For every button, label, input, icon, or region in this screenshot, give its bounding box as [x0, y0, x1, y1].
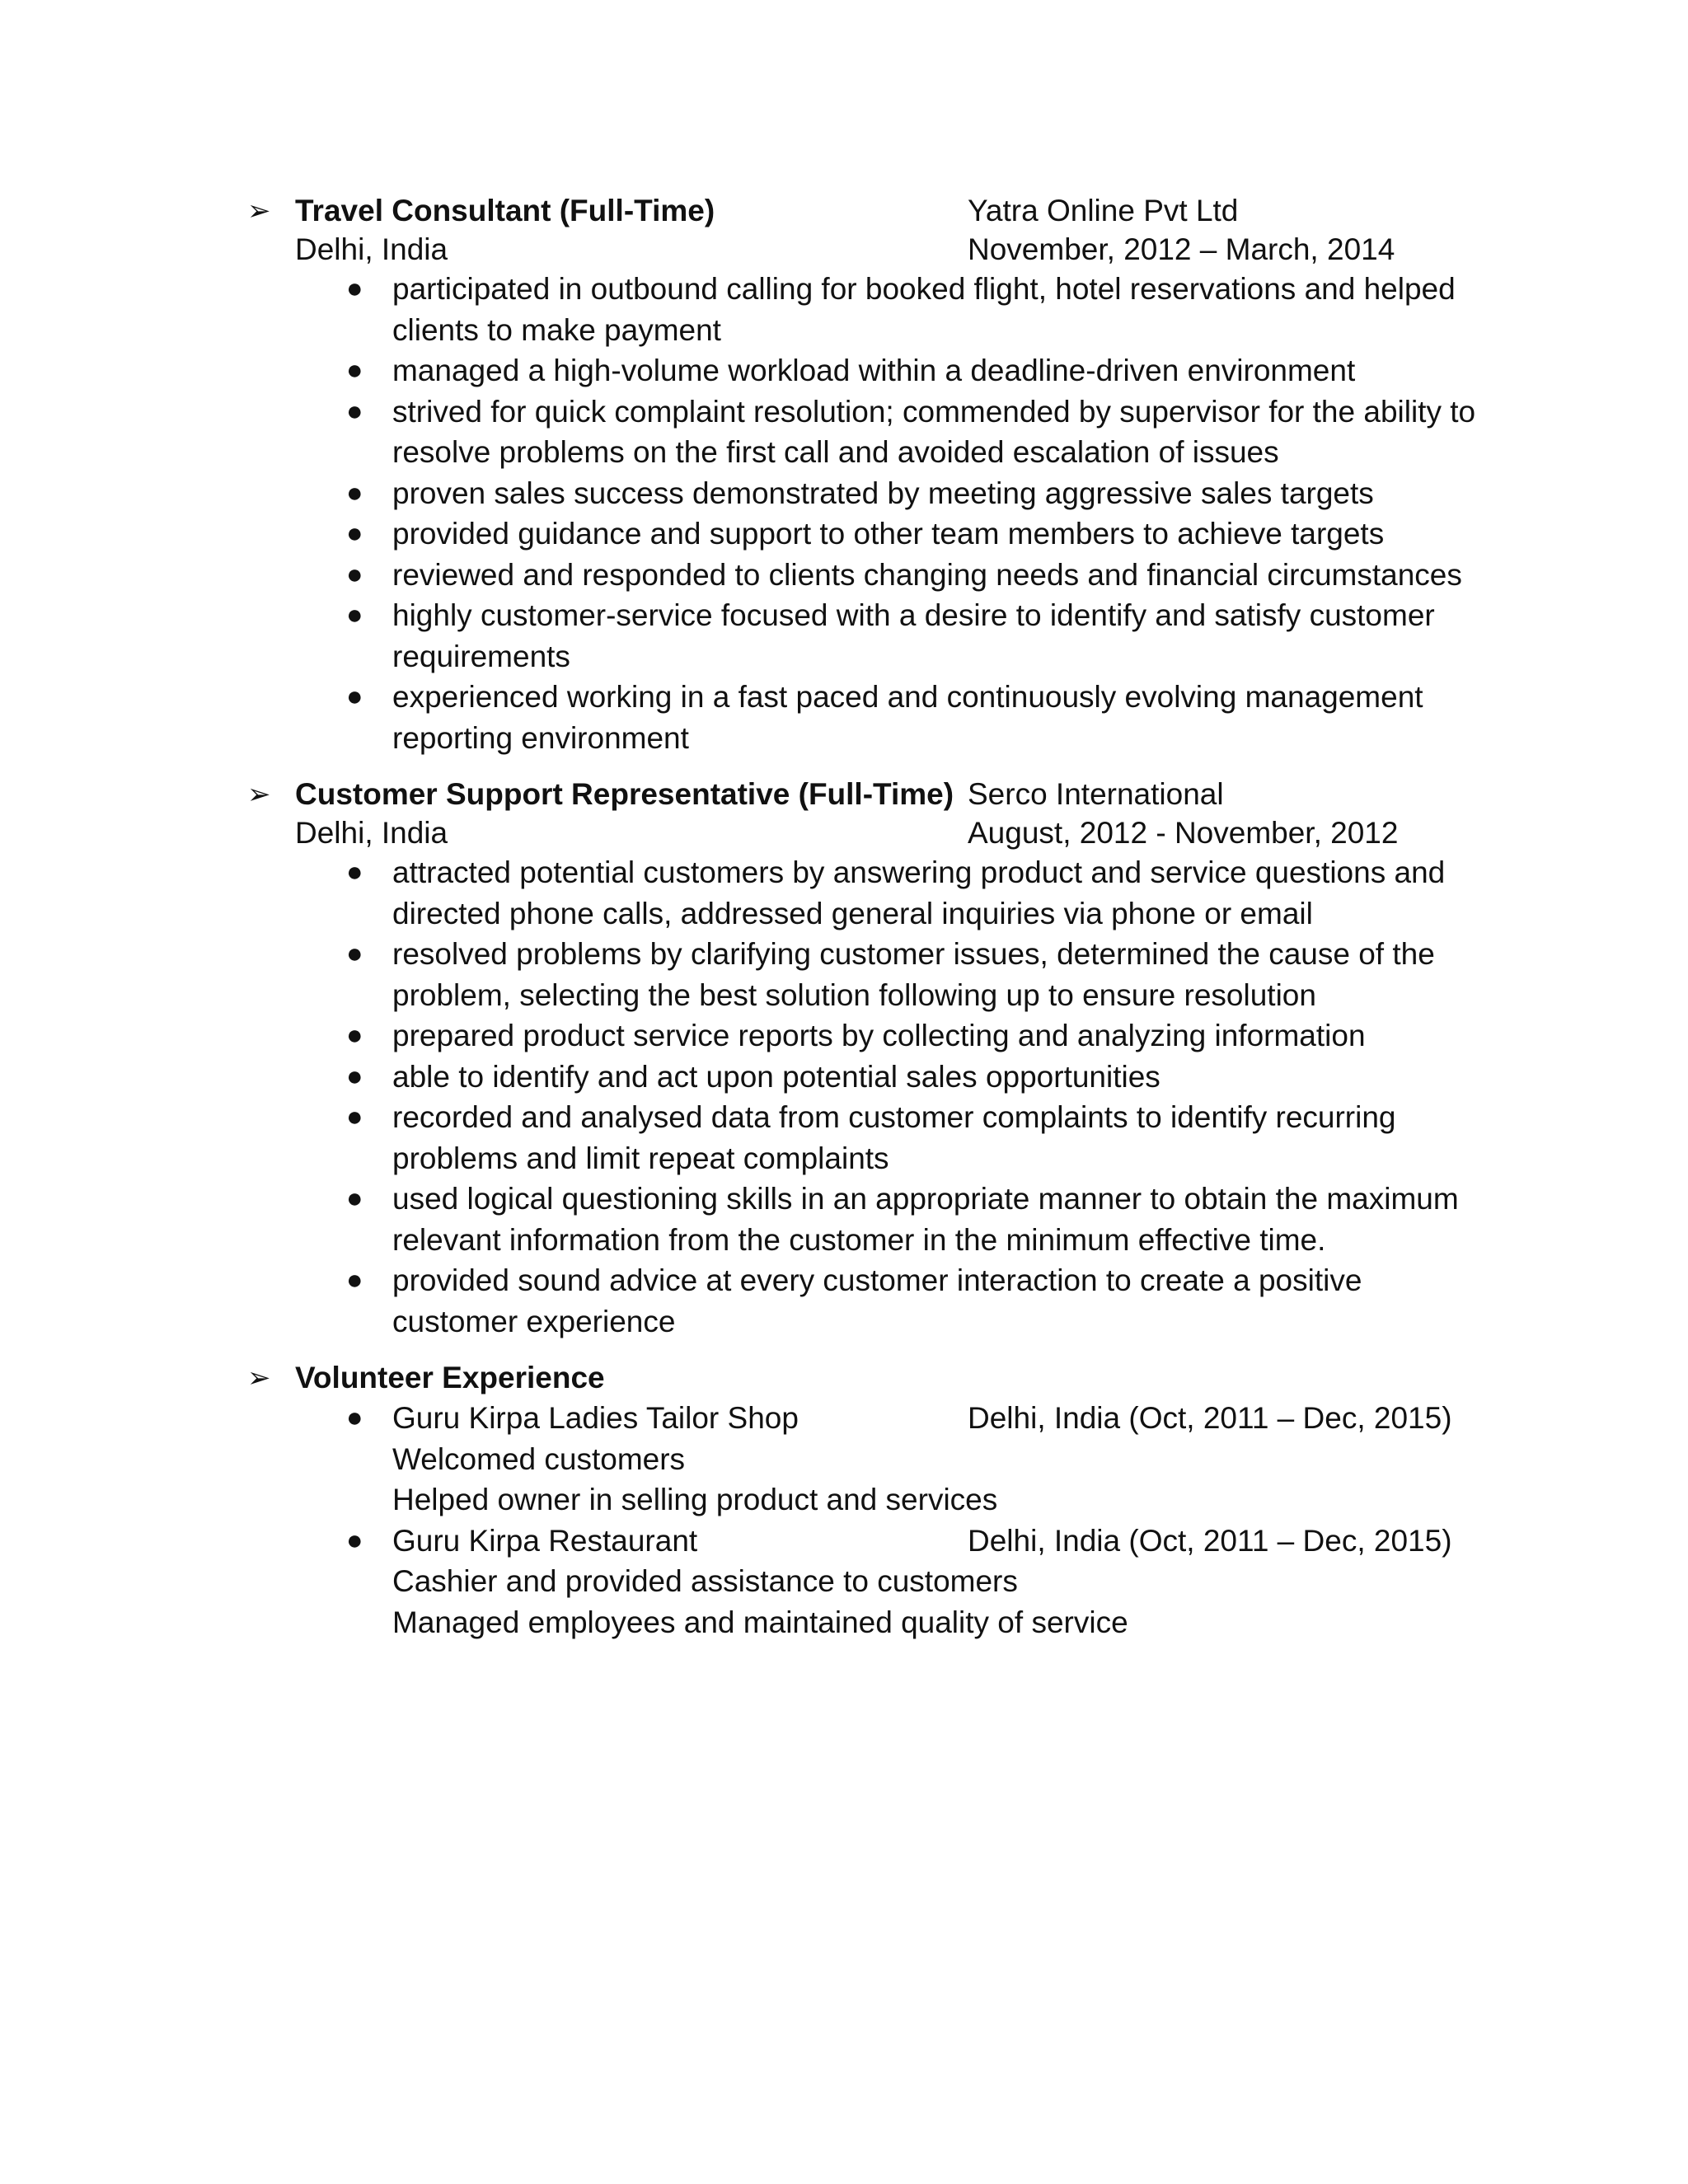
bullet-icon: ●	[346, 681, 363, 712]
bullet-icon: ●	[346, 273, 363, 304]
bullet-icon: ●	[346, 856, 363, 888]
list-item-text: provided guidance and support to other team members to achieve targets	[392, 517, 1385, 551]
list-item-text: attracted potential customers by answering product and service questions and directed phone calls, addressed general inquiries via phone or email	[392, 855, 1446, 930]
list-item	[247, 555, 1480, 596]
volunteer-org-name: Guru Kirpa Restaurant	[392, 1523, 698, 1558]
company-name: Yatra Online Pvt Ltd	[968, 194, 1239, 227]
list-item	[247, 350, 1480, 391]
arrow-bullet-icon: ➢	[247, 779, 271, 810]
list-item	[247, 1097, 1480, 1179]
list-item	[247, 595, 1480, 677]
list-item	[247, 513, 1480, 555]
bullet-icon: ●	[346, 1060, 363, 1092]
list-item	[247, 269, 1480, 350]
volunteer-org-name: Guru Kirpa Ladies Tailor Shop	[392, 1401, 799, 1435]
list-item	[247, 934, 1480, 1015]
bullet-icon: ●	[346, 354, 363, 386]
resume-content	[247, 191, 1484, 1659]
volunteer-header	[247, 1358, 1484, 1398]
bullet-icon: ●	[346, 1402, 363, 1433]
list-item-text: highly customer-service focused with a desire to identify and satisfy customer requirements	[392, 598, 1435, 673]
bullet-icon: ●	[346, 476, 363, 509]
responsibility-list	[247, 269, 1484, 758]
volunteer-detail: Managed employees and maintained quality of service	[392, 1605, 1128, 1639]
experience-subheader	[247, 814, 1484, 852]
volunteer-item	[247, 1521, 1484, 1643]
bullet-icon: ●	[346, 1183, 363, 1214]
list-item-text: managed a high-volume workload within a deadline-driven environment	[392, 354, 1356, 387]
job-title: Customer Support Representative (Full-Time)	[295, 777, 954, 811]
bullet-icon: ●	[346, 1101, 363, 1132]
volunteer-item-header	[247, 1521, 1484, 1562]
list-item	[247, 391, 1480, 473]
volunteer-detail: Helped owner in selling product and services	[392, 1483, 998, 1516]
experience-customer-support	[247, 775, 1484, 1342]
list-item-text: resolved problems by clarifying customer issues, determined the cause of the problem, selecting the best solution following up to ensure resolution	[392, 937, 1435, 1012]
list-item-text: able to identify and act upon potential sales opportunities	[392, 1059, 1160, 1094]
bullet-icon: ●	[346, 518, 363, 549]
list-item	[247, 1260, 1480, 1342]
bullet-icon: ●	[346, 1019, 363, 1051]
experience-header	[247, 775, 1484, 814]
list-item-text: used logical questioning skills in an appropriate manner to obtain the maximum relevant information from the customer in the minimum effective time.	[392, 1182, 1459, 1257]
bullet-icon: ●	[346, 558, 363, 590]
volunteer-location-dates: Delhi, India (Oct, 2011 – Dec, 2015)	[968, 1523, 1452, 1558]
list-item-text: experienced working in a fast paced and continuously evolving management reporting environment	[392, 680, 1423, 755]
volunteer-item	[247, 1398, 1484, 1521]
arrow-bullet-icon: ➢	[247, 195, 271, 227]
list-item-text: prepared product service reports by collecting and analyzing information	[392, 1019, 1366, 1052]
list-item	[247, 677, 1480, 758]
volunteer-detail: Welcomed customers	[392, 1441, 686, 1476]
volunteer-item-header	[247, 1398, 1484, 1439]
volunteer-detail: Cashier and provided assistance to customers	[392, 1564, 1018, 1598]
experience-travel-consultant	[247, 191, 1484, 758]
list-item-text: recorded and analysed data from customer complaints to identify recurring problems and limit repeat complaints	[392, 1100, 1396, 1175]
list-item-text: participated in outbound calling for booked flight, hotel reservations and helped clients to make payment	[392, 272, 1456, 347]
list-item-text: reviewed and responded to clients changing needs and financial circumstances	[392, 557, 1462, 592]
experience-header	[247, 191, 1484, 231]
experience-subheader	[247, 231, 1484, 269]
list-item	[247, 1057, 1480, 1098]
arrow-bullet-icon: ➢	[247, 1362, 271, 1394]
list-item	[247, 473, 1480, 514]
job-location: Delhi, India	[295, 816, 448, 850]
job-dates: August, 2012 - November, 2012	[968, 816, 1399, 850]
bullet-icon: ●	[346, 938, 363, 969]
list-item-text: proven sales success demonstrated by meeting aggressive sales targets	[392, 476, 1374, 510]
bullet-icon: ●	[346, 395, 363, 427]
list-item	[247, 1179, 1480, 1260]
job-location: Delhi, India	[295, 232, 448, 266]
job-dates: November, 2012 – March, 2014	[968, 232, 1395, 266]
list-item	[247, 852, 1480, 934]
bullet-icon: ●	[346, 599, 363, 630]
bullet-icon: ●	[346, 1264, 363, 1296]
volunteer-location-dates: Delhi, India (Oct, 2011 – Dec, 2015)	[968, 1401, 1452, 1435]
volunteer-section	[247, 1358, 1484, 1643]
list-item-text: strived for quick complaint resolution; commended by supervisor for the ability to resolve problems on the first call and avoided escalation of issues	[392, 394, 1476, 469]
job-title: Travel Consultant (Full-Time)	[295, 194, 715, 227]
list-item	[247, 1015, 1480, 1057]
company-name: Serco International	[968, 777, 1224, 811]
section-title: Volunteer Experience	[295, 1361, 605, 1394]
bullet-icon: ●	[346, 1524, 363, 1556]
list-item-text: provided sound advice at every customer interaction to create a positive customer experience	[392, 1263, 1362, 1338]
responsibility-list	[247, 852, 1484, 1342]
